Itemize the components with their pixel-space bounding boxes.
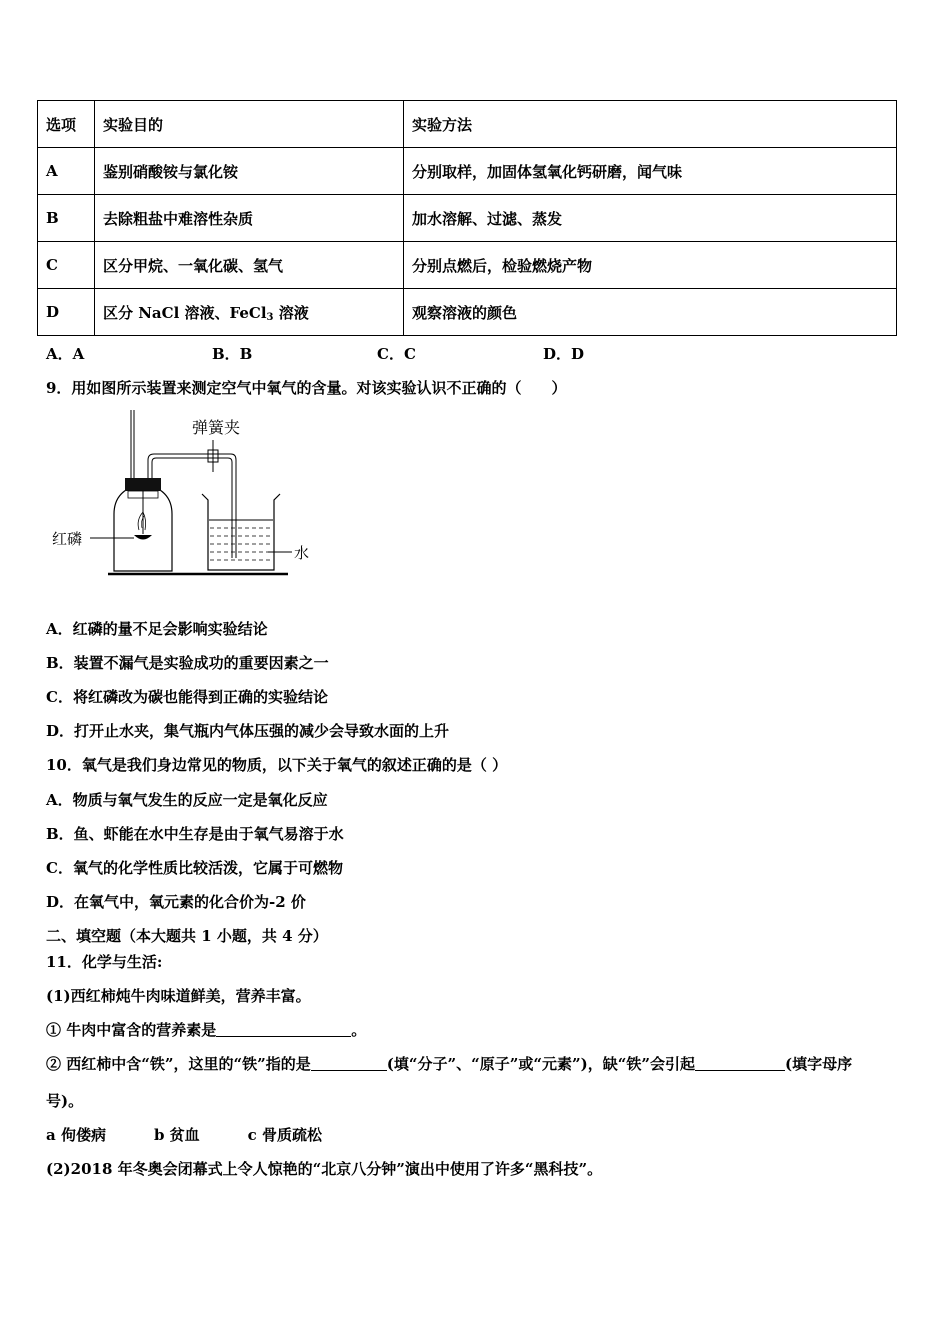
stopper [125,478,161,491]
row-option: A [38,148,95,195]
answer-blank-1[interactable] [216,1022,351,1037]
answer-blank-2[interactable] [311,1056,387,1071]
row-method: 分别取样，加固体氢氧化钙研磨，闻气味 [404,148,897,195]
clamp-label: 弹簧夹 [192,418,241,437]
q11-stem: 11．化学与生活: [46,953,163,971]
answer-blank-3[interactable] [695,1056,785,1071]
item1-suffix: 。 [351,1021,367,1039]
q9-stem: 9．用如图所示装置来测定空气中氧气的含量。对该实验认识不正确的（ ） [46,379,567,397]
q9-option-a[interactable]: A．红磷的量不足会影响实验结论 [46,620,268,638]
row-option: B [38,195,95,242]
experiment-table [37,100,897,336]
table-row [38,242,897,289]
item2-prefix: ② 西红柿中含“铁”，这里的“铁”指的是 [46,1055,311,1073]
connecting-tube [148,454,236,558]
row-method: 加水溶解、过滤、蒸发 [404,195,897,242]
row-purpose: 鉴别硝酸铵与氯化铵 [95,148,404,195]
row-purpose: 去除粗盐中难溶性杂质 [95,195,404,242]
section-heading: 二、填空题（本大题共 1 小题，共 4 分） [46,927,328,945]
row-method: 分别点燃后，检验燃烧产物 [404,242,897,289]
row-option: D [38,289,95,336]
q8-choice-a[interactable]: A．A [46,345,85,363]
q10-option-a[interactable]: A．物质与氧气发生的反应一定是氧化反应 [46,791,328,809]
q10-option-b[interactable]: B．鱼、虾能在水中生存是由于氧气易溶于水 [46,825,344,843]
table-row [38,289,897,336]
q9-option-d[interactable]: D．打开止水夹，集气瓶内气体压强的减少会导致水面的上升 [46,722,450,740]
q8-choice-c[interactable]: C．C [377,345,416,363]
choice-c[interactable]: c 骨质疏松 [247,1126,323,1144]
subscript-3: 3 [266,311,274,323]
q11-item2 [46,1053,852,1074]
purpose-prefix: 区分 NaCl 溶液、FeCl [103,303,267,322]
choice-a[interactable]: a 佝偻病 [46,1126,106,1144]
row-method: 观察溶液的颜色 [404,289,897,336]
q10-option-d[interactable]: D．在氧气中，氧元素的化合价为-2 价 [46,893,306,911]
beaker [202,494,280,570]
q11-item2-cont: 号)。 [46,1092,84,1110]
header-purpose: 实验目的 [95,101,404,148]
q11-item1 [46,1019,366,1040]
q9-option-b[interactable]: B．装置不漏气是实验成功的重要因素之一 [46,654,329,672]
q9-option-c[interactable]: C．将红磷改为碳也能得到正确的实验结论 [46,688,328,706]
purpose-suffix: 溶液 [273,303,309,322]
q11-part2: (2)2018 年冬奥会闭幕式上令人惊艳的“北京八分钟”演出中使用了许多“黑科技”。 [46,1160,603,1178]
table-row [38,148,897,195]
q8-choice-b[interactable]: B．B [212,345,253,363]
q8-choice-d[interactable]: D．D [543,345,585,363]
header-option: 选项 [38,101,95,148]
item2-suffix: (填字母序 [784,1055,853,1073]
choice-b[interactable]: b 贫血 [153,1126,200,1144]
q10-option-c[interactable]: C．氧气的化学性质比较活泼，它属于可燃物 [46,859,343,877]
table-header-row [38,101,897,148]
row-option: C [38,242,95,289]
table-row [38,195,897,242]
row-purpose [95,289,404,336]
item1-prefix: ① 牛肉中富含的营养素是 [46,1021,217,1039]
header-method: 实验方法 [404,101,897,148]
phosphorus-label: 红磷 [52,530,83,548]
water-label: 水 [294,544,310,562]
row-purpose: 区分甲烷、一氧化碳、氢气 [95,242,404,289]
water-hatching [210,528,272,560]
item2-middle: (填“分子”、“原子”或“元素”)，缺“铁”会引起 [386,1055,695,1073]
apparatus-diagram [48,408,328,583]
q11-part1: (1)西红柿炖牛肉味道鲜美，营养丰富。 [46,987,311,1005]
q11-choices [46,1124,322,1145]
burning-spoon [134,535,152,540]
q10-stem: 10．氧气是我们身边常见的物质，以下关于氧气的叙述正确的是（ ） [46,756,508,774]
